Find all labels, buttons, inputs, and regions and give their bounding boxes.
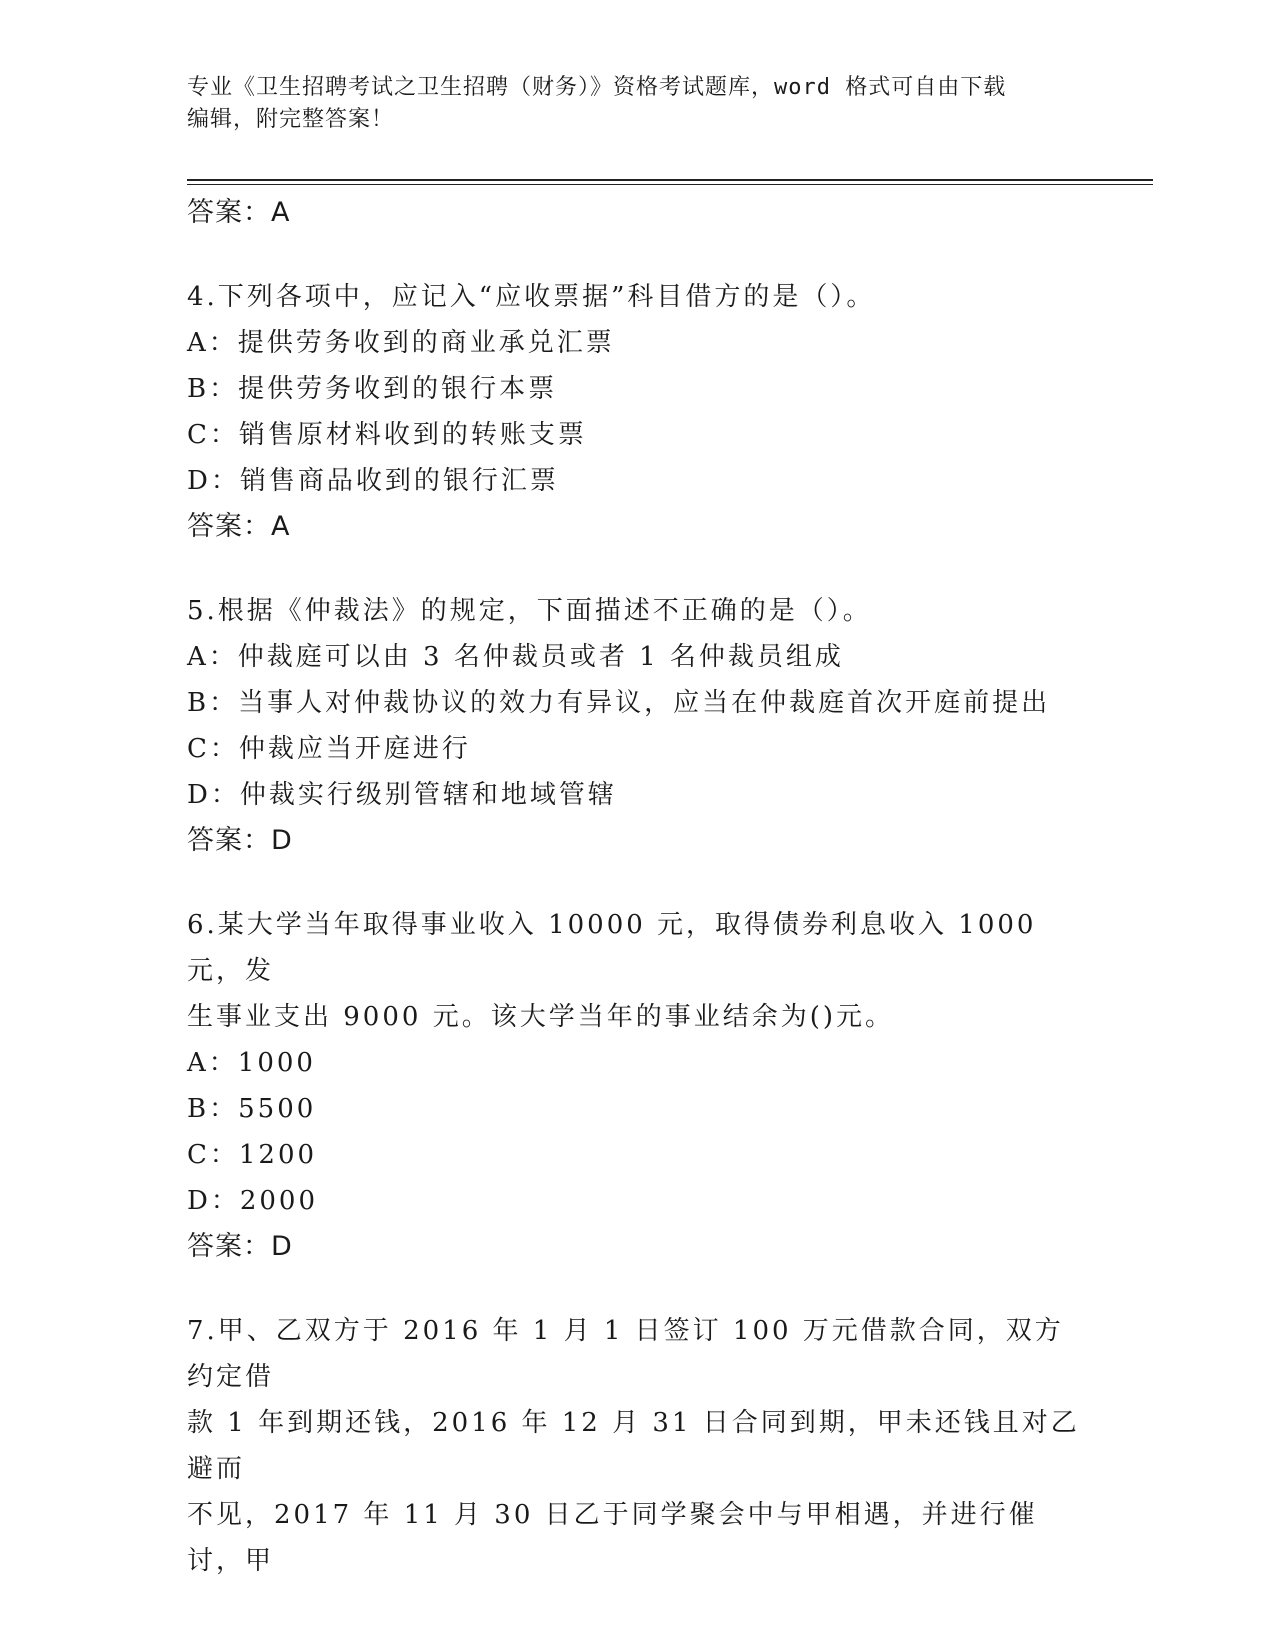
header-divider-thick xyxy=(187,179,1153,181)
option-a: A：1000 xyxy=(187,1048,316,1078)
question-6 xyxy=(187,902,1087,1270)
option-d: D：仲裁实行级别管辖和地域管辖 xyxy=(187,780,617,810)
header-divider-thin xyxy=(187,184,1153,185)
option-d: D：销售商品收到的银行汇票 xyxy=(187,466,559,496)
option-a: A：提供劳务收到的商业承兑汇票 xyxy=(187,328,615,358)
option-c: C：销售原材料收到的转账支票 xyxy=(187,420,587,450)
option-c: C：仲裁应当开庭进行 xyxy=(187,734,471,764)
question-list xyxy=(187,190,1087,1584)
option-b: B：提供劳务收到的银行本票 xyxy=(187,374,558,404)
question-text: 7.甲、乙双方于 2016 年 1 月 1 日签订 100 万元借款合同，双方约定借 xyxy=(187,1316,1064,1392)
question-text: 款 1 年到期还钱，2016 年 12 月 31 日合同到期，甲未还钱且对乙避而 xyxy=(187,1408,1080,1484)
document-header xyxy=(187,72,1067,136)
option-a: A：仲裁庭可以由 3 名仲裁员或者 1 名仲裁员组成 xyxy=(187,642,844,672)
header-line-2: 编辑，附完整答案！ xyxy=(187,107,395,132)
answer-line: 答案：A xyxy=(187,197,291,228)
question-text: 不见，2017 年 11 月 30 日乙于同学聚会中与甲相遇，并进行催讨，甲 xyxy=(187,1500,1038,1576)
option-c: C：1200 xyxy=(187,1140,318,1170)
question-text: 5.根据《仲裁法》的规定，下面描述不正确的是（）。 xyxy=(187,596,872,626)
answer-line: 答案：A xyxy=(187,511,291,542)
option-b: B：当事人对仲裁协议的效力有异议，应当在仲裁庭首次开庭前提出 xyxy=(187,688,1051,718)
answer-line: 答案：D xyxy=(187,1231,293,1262)
question-text: 4.下列各项中，应记入“应收票据”科目借方的是（）。 xyxy=(187,282,876,312)
question-7 xyxy=(187,1308,1087,1584)
question-5 xyxy=(187,588,1087,864)
question-text: 6.某大学当年取得事业收入 10000 元，取得债券利息收入 1000 元，发 xyxy=(187,910,1037,986)
option-d: D：2000 xyxy=(187,1186,319,1216)
answer-line: 答案：D xyxy=(187,825,293,856)
header-line-1: 专业《卫生招聘考试之卫生招聘（财务）》资格考试题库，word 格式可自由下载 xyxy=(187,75,1007,100)
option-b: B：5500 xyxy=(187,1094,317,1124)
question-4 xyxy=(187,274,1087,550)
question-text: 生事业支出 9000 元。该大学当年的事业结余为()元。 xyxy=(187,1002,894,1032)
